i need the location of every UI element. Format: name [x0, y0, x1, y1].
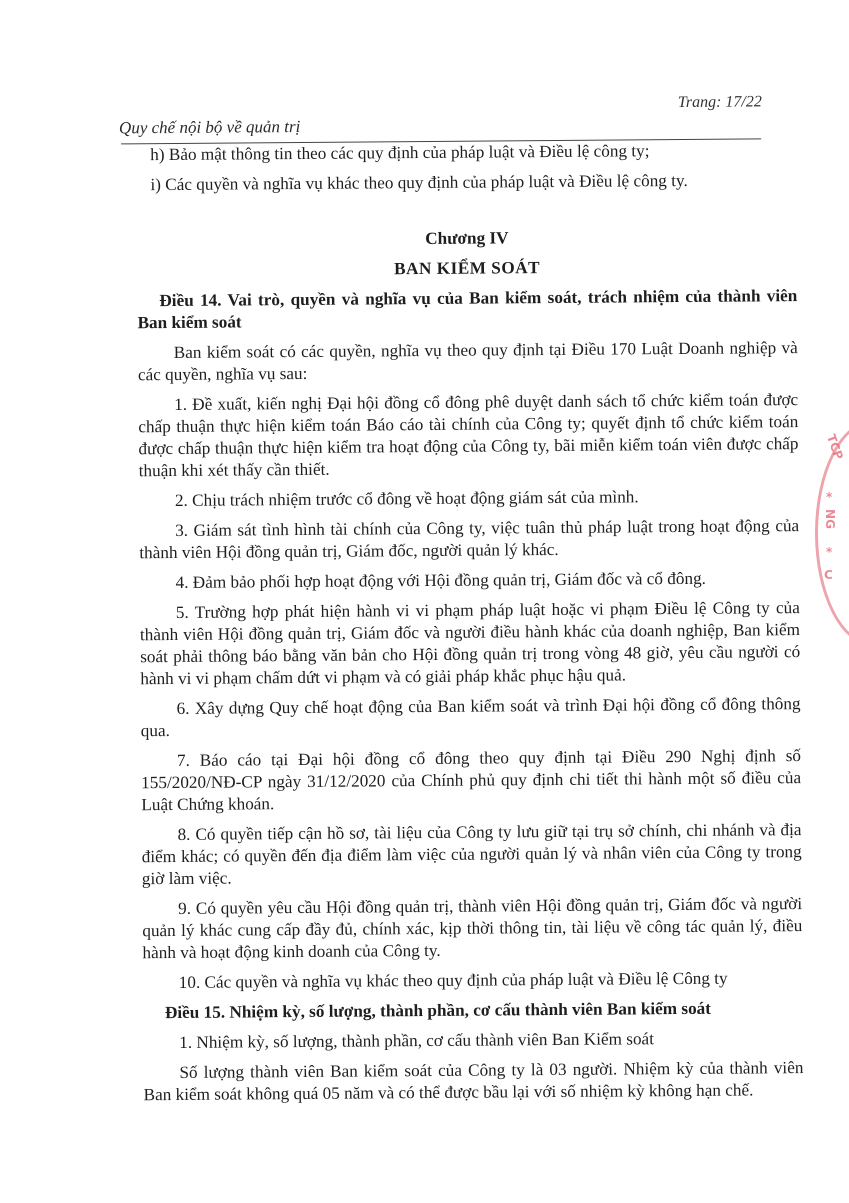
- stamp-text: *: [826, 545, 833, 559]
- lead-item-i: i) Các quyền và nghĩa vụ khác theo quy định của pháp luật và Điều lệ công ty.: [150, 170, 688, 195]
- lead-item-h: h) Bảo mật thông tin theo các quy định của pháp luật và Điều lệ công ty;: [150, 141, 650, 165]
- article-14-item: 10. Các quyền và nghĩa vụ khác theo quy định của pháp luật và Điều lệ Công ty: [178, 968, 728, 992]
- article-14-intro: Ban kiểm soát có các quyền, nghĩa vụ theo quy định tại Điều 170 Luật Doanh nghiệp và các quyền, nghĩa vụ sau:: [137, 338, 798, 385]
- article-14-item: 9. Có quyền yêu cầu Hội đồng quản trị, thành viên Hội đồng quản trị, Giám đốc và người quản lý khác cung cấp đầy đủ, chính xác, kịp thời thông tin, tài liệu về công tác quản lý, điều hành và hoạt động kinh doanh của Công ty.: [142, 894, 803, 963]
- article-15-paragraph: Số lượng thành viên Ban kiểm soát của Công ty là 03 người. Nhiệm kỳ của thành viên Ban kiểm soát không quá 05 năm và có thể được bầu lại với số nhiệm kỳ không hạn chế.: [143, 1058, 804, 1105]
- article-14-item: 5. Trường hợp phát hiện hành vi vi phạm pháp luật hoặc vi phạm Điều lệ Công ty của thành viên Hội đồng quản trị, Giám đốc và người điều hành khác của doanh nghiệp, Ban kiểm soát phải thông báo bằng văn bản cho Hội đồng quản trị trong vòng 48 giờ, yêu cầu người có hành vi vi phạm chấm dứt vi phạm và có giải pháp khắc phục hậu quả.: [139, 598, 801, 689]
- stamp-text: C: [824, 568, 833, 582]
- chapter-number: Chương IV: [425, 228, 509, 249]
- article-14-item: 7. Báo cáo tại Đại hội đồng cổ đông theo quy định tại Điều 290 Nghị định số 155/2020/NĐ-CP ngày 31/12/2020 của Chính phủ quy định chi tiết thi hành một số điều của Luật Chứng khoán.: [141, 746, 802, 815]
- article-14-item: 4. Đảm bảo phối hợp hoạt động với Hội đồng quản trị, Giám đốc và cổ đông.: [175, 568, 707, 592]
- article-14-item: 6. Xây dựng Quy chế hoạt động của Ban kiểm soát và trình Đại hội đồng cổ đông thông qua.: [140, 694, 801, 741]
- article-15-heading: Điều 15. Nhiệm kỳ, số lượng, thành phần, cơ cấu thành viên Ban kiểm soát: [164, 998, 712, 1023]
- article-14-heading: Điều 14. Vai trò, quyền và nghĩa vụ của Ban kiểm soát, trách nhiệm của thành viên Ban kiểm soát: [137, 286, 798, 333]
- stamp-text: TCP: [823, 432, 846, 462]
- article-15-item-1: 1. Nhiệm kỳ, số lượng, thành phần, cơ cấu thành viên Ban Kiểm soát: [179, 1029, 655, 1052]
- document-body: [136, 139, 804, 1114]
- stamp-text: NG: [822, 509, 837, 529]
- stamp-text: *: [826, 490, 833, 504]
- article-14-item: 3. Giám sát tình hình tài chính của Công ty, việc tuân thủ pháp luật trong hoạt động của thành viên Hội đồng quản trị, Giám đốc, người quản lý khác.: [139, 516, 800, 563]
- article-14-item: 8. Có quyền tiếp cận hồ sơ, tài liệu của Công ty lưu giữ tại trụ sở chính, chi nhánh và địa điểm khác; có quyền đến địa điểm làm việc của người quản lý và nhân viên của Công ty trong giờ làm việc.: [141, 820, 802, 889]
- chapter-title: BAN KIỂM SOÁT: [394, 258, 541, 279]
- article-14-item: 1. Đề xuất, kiến nghị Đại hội đồng cổ đông phê duyệt danh sách tổ chức kiểm toán được chấp thuận thực hiện kiểm toán Báo cáo tài chính của Công ty; quyết định tổ chức kiểm toán được chấp thuận thực hiện kiểm tra hoạt động của Công ty, bãi miễn kiểm toán viên được chấp thuận khi xét thấy cần thiết.: [138, 390, 799, 481]
- article-14-item: 2. Chịu trách nhiệm trước cổ đông về hoạt động giám sát của mình.: [174, 487, 639, 510]
- document-header-title: Quy chế nội bộ về quản trị: [118, 116, 301, 138]
- page-number: Trang: 17/22: [677, 93, 762, 112]
